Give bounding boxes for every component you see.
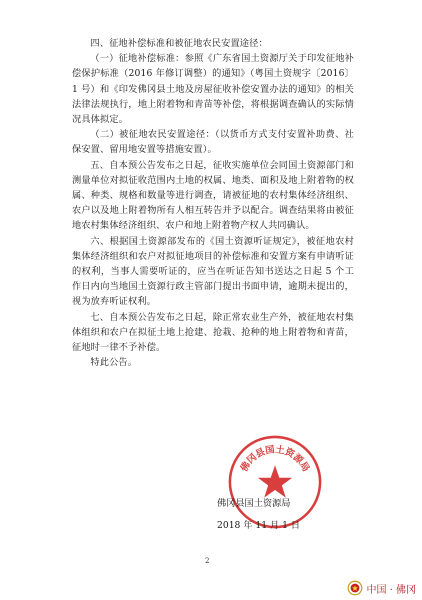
document-body	[72, 36, 354, 370]
paragraph-resettlement: （二）被征地农民安置途径：（以货币方式支付安置补助费、社保安置、留用地安置等措施安置）。	[72, 129, 354, 156]
signature-organization: 佛冈县国土资源局	[217, 498, 291, 509]
paragraph-hearing: 六、根据国土资源部发布的《国土资源听证规定》，被征地农村集体经济组织和农户对拟征地项目的补偿标准和安置方案有申请听证的权利，当事人需要听证的，应当在听证告知书送达之日起 5 个工作日内向当地国土资源行政主管部门提出书面申请，逾期未提出的，视为放弃听证权利。	[72, 235, 354, 308]
signature-date: 2018 年 11 月 1 日	[217, 520, 301, 531]
paragraph-no-compensation: 七、自本预公告发布之日起，除正常农业生产外，被征地农村集体组织和农户在拟征土地上抢建、抢栽、抢种的地上附着物和青苗，征地时一律不予补偿。	[72, 311, 354, 354]
paragraph-compensation-standard: （一）征地补偿标准：参照《广东省国土资源厅关于印发征地补偿保护标准（2016 年修订调整）的通知》（粤国土资规字〔2016〕1 号）和《印发佛冈县土地及房屋征收补偿安置办法的通知》的相关法律法规执行，地上附着物和青苗等补偿，将根据调查确认的实际情况具体拟定。	[72, 53, 354, 126]
emblem-icon	[347, 580, 363, 596]
watermark-text: 中国 · 佛冈	[366, 584, 416, 596]
page-number: 2	[205, 557, 210, 565]
site-watermark	[347, 580, 416, 596]
paragraph-survey: 五、自本预公告发布之日起，征收实施单位会同国土资源部门和测量单位对拟征收范围内土地的权属、地类、面积及地上附着物的权属、种类、规格和数量等进行调查，请被征地的农村集体经济组织、农户以及地上附着物所有人相互转告并予以配合。调查结果将由被征地农村集体经济组织、农户和地上附着物产权人共同确认。	[72, 159, 354, 232]
closing-statement: 特此公告。	[90, 357, 138, 369]
section-heading: 四、征地补偿标准和被征地农民安置途径：	[90, 38, 268, 49]
svg-text:佛冈县国土资源局: 佛冈县国土资源局	[238, 444, 312, 474]
seal-star-icon	[258, 465, 292, 497]
